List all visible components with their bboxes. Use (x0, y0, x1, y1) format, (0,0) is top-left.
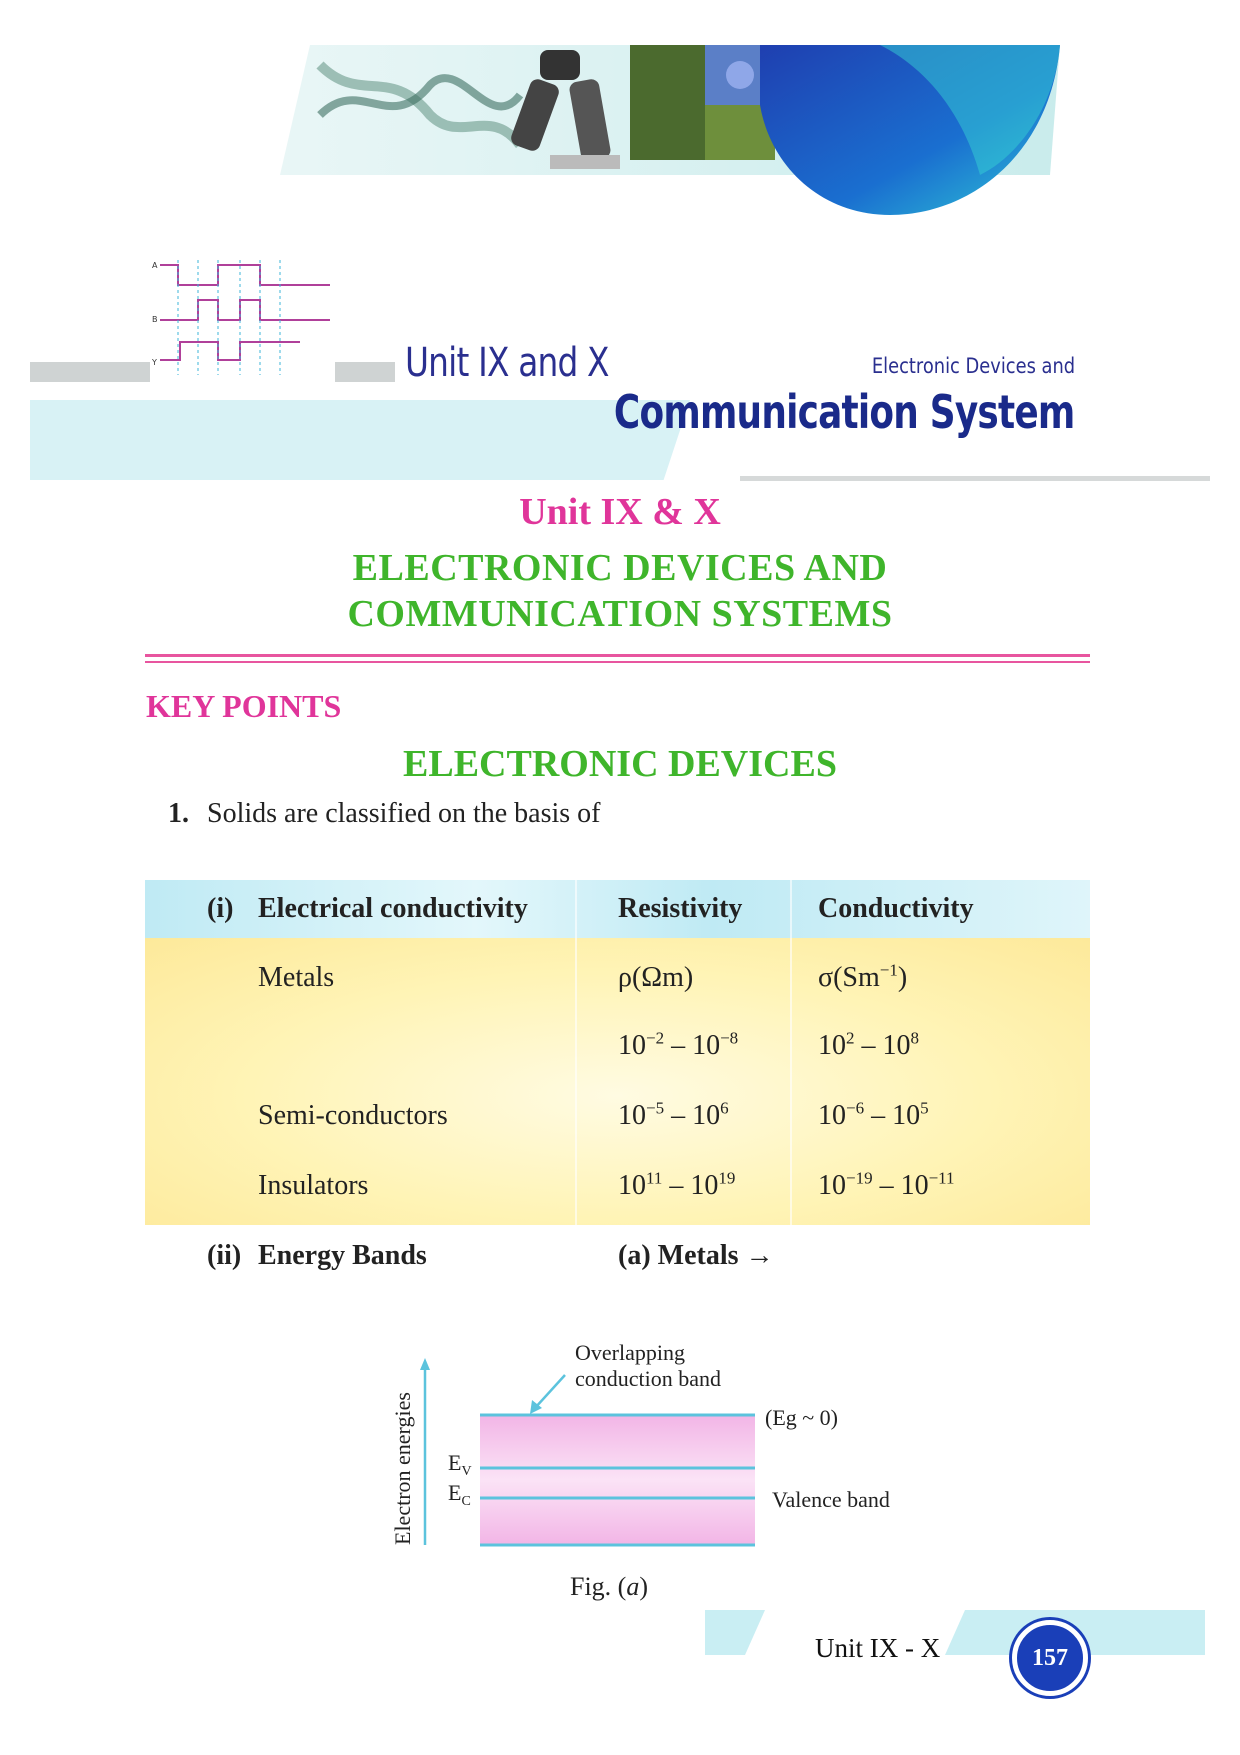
waveform-label-b: B (152, 315, 158, 324)
band-rectangle (480, 1415, 755, 1545)
main-heading-line1: ELECTRONIC DEVICES AND (352, 547, 888, 589)
divider-rule-thin (145, 661, 1090, 663)
header-gray-rule-right (740, 476, 1210, 481)
y-axis-label: Electron energies (390, 1392, 415, 1545)
table-row-semiconductors-label: Semi-conductors (258, 1100, 448, 1131)
energy-bands-index: (ii) (207, 1240, 242, 1271)
unit-heading: Unit IX & X (519, 491, 721, 533)
header-banner-image (280, 45, 1180, 225)
subtitle-small: Electronic Devices and (871, 354, 1075, 378)
energy-bands-label: Energy Bands (258, 1240, 427, 1271)
footer-unit-text: Unit IX - X (815, 1633, 941, 1663)
overlap-label-line1: Overlapping (575, 1340, 685, 1365)
ev-label: $E_V$ (448, 1450, 472, 1479)
insulators-conductivity: $10^{-19} - 10^{-11}$ (818, 1168, 955, 1201)
table-row-insulators-label: Insulators (258, 1170, 369, 1201)
resistivity-unit: ρ(Ωm) (618, 962, 694, 993)
header-gray-band-left (30, 362, 150, 382)
table-col-divider-1 (575, 880, 577, 1225)
page-number-badge: 157 (1012, 1620, 1088, 1696)
insulators-resistivity: $10^{11} - 10^{19}$ (618, 1168, 736, 1201)
footer-band (705, 1600, 1205, 1705)
section-heading: ELECTRONIC DEVICES (403, 743, 837, 785)
table-row-metals-label: Metals (258, 962, 335, 993)
energy-bands-case: (a) Metals → (618, 1240, 774, 1271)
table-col-divider-2 (790, 880, 792, 1225)
table-header-col3: Conductivity (818, 893, 974, 924)
energy-band-figure (380, 1330, 940, 1600)
metals-conductivity: $10^2 - 10^8$ (818, 1028, 919, 1061)
figure-caption: Fig. (a) (570, 1572, 649, 1601)
main-heading (0, 545, 1240, 637)
table-header-col1: Electrical conductivity (258, 893, 528, 924)
logic-waveform-diagram (150, 260, 340, 385)
divider-rule (145, 654, 1090, 657)
conductivity-unit: $\sigma(Sm^{-1})$ (818, 960, 908, 993)
ec-label: $E_C$ (448, 1480, 471, 1509)
metals-resistivity: $10^{-2} - 10^{-8}$ (618, 1028, 739, 1061)
overlap-label-line2: conduction band (575, 1366, 722, 1391)
key-points-label: KEY POINTS (146, 688, 342, 724)
table-header-col2: Resistivity (618, 893, 743, 924)
waveform-label-y: Y (152, 358, 157, 367)
header-gray-band-mid (335, 362, 395, 382)
item-text: Solids are classified on the basis of (207, 798, 601, 829)
semiconductors-resistivity: $10^{-5} - 10^6$ (618, 1098, 729, 1131)
gap-label: (Eg ~ 0) (765, 1405, 838, 1430)
waveform-label-a: A (152, 261, 158, 270)
unit-label: Unit IX and X (405, 340, 609, 386)
item-number: 1. (168, 798, 189, 829)
valence-band-label: Valence band (772, 1487, 890, 1512)
semiconductors-conductivity: $10^{-6} - 10^5$ (818, 1098, 929, 1131)
subtitle-large: Communication System (614, 385, 1075, 439)
main-heading-line2: COMMUNICATION SYSTEMS (347, 593, 893, 635)
header-cyan-band (30, 400, 690, 480)
table-header-index: (i) (207, 893, 234, 924)
